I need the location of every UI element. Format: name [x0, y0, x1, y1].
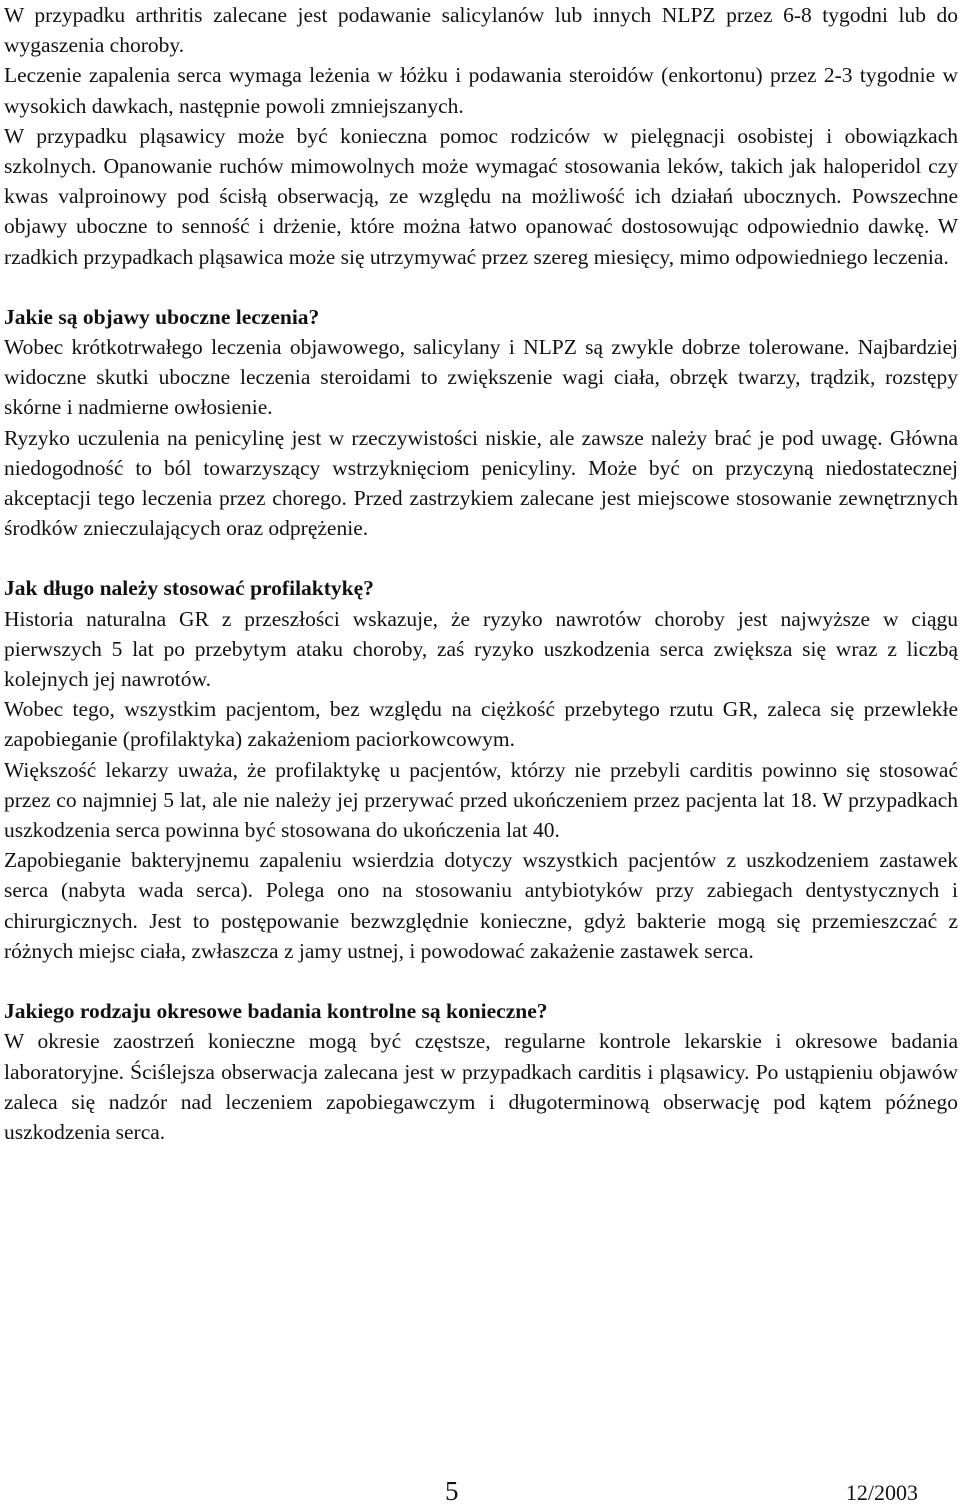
paragraph: W przypadku arthritis zalecane jest podawanie salicylanów lub innych NLPZ przez 6-8 tygodni lub do wygaszenia choroby.	[4, 3, 958, 58]
section-heading: Jakie są objawy uboczne leczenia?	[4, 304, 320, 329]
section-spacer	[4, 272, 958, 302]
paragraph: W przypadku pląsawicy może być konieczna pomoc rodziców w pielęgnacji osobistej i obowiązkach szkolnych. Opanowanie ruchów mimowolnych może wymagać stosowania leków, takich jak haloperidol czy kwas valproinowy pod ścisłą obserwacją, ze względu na możliwość ich działań ubocznych. Powszechne objawy uboczne to senność i drżenie, które można łatwo opanować dostosowując odpowiednio dawkę. W rzadkich przypadkach pląsawica może się utrzymywać przez szereg miesięcy, mimo odpowiedniego leczenia.	[4, 123, 958, 269]
section-spacer	[4, 543, 958, 573]
paragraph: Ryzyko uczulenia na penicylinę jest w rzeczywistości niskie, ale zawsze należy brać je pod uwagę. Główna niedogodność to ból towarzyszący wstrzyknięciom penicyliny. Może być on przyczyną niedostatecznej akceptacji tego leczenia przez chorego. Przed zastrzykiem zalecane jest miejscowe stosowanie zewnętrznych środków znieczulających oraz odprężenie.	[4, 425, 958, 541]
paragraph: Leczenie zapalenia serca wymaga leżenia w łóżku i podawania steroidów (enkortonu) przez 2-3 tygodnie w wysokich dawkach, następnie powoli zmniejszanych.	[4, 63, 958, 118]
paragraph: Zapobieganie bakteryjnemu zapaleniu wsierdzia dotyczy wszystkich pacjentów z uszkodzeniem zastawek serca (nabyta wada serca). Polega ono na stosowaniu antybiotyków przy zabiegach dentystycznych i chirurgicznych. Jest to postępowanie bezwzględnie konieczne, gdyż bakterie mogą się przemieszczać z różnych miejsc ciała, zwłaszcza z jamy ustnej, i powodować zakażenie zastawek serca.	[4, 848, 958, 963]
paragraph: Wobec tego, wszystkim pacjentom, bez względu na ciężkość przebytego rzutu GR, zaleca się przewlekłe zapobieganie (profilaktyka) zakażeniom paciorkowcowym.	[4, 697, 958, 752]
paragraph: Wobec krótkotrwałego leczenia objawowego, salicylany i NLPZ są zwykle dobrze tolerowane. Najbardziej widoczne skutki uboczne leczenia steroidami to zwiększenie wagi ciała, obrzęk twarzy, trądzik, rozstępy skórne i nadmierne owłosienie.	[4, 335, 958, 420]
section-spacer	[4, 966, 958, 996]
page-number: 5	[445, 1476, 459, 1506]
footer-date: 12/2003	[845, 1480, 918, 1505]
paragraph: W okresie zaostrzeń konieczne mogą być częstsze, regularne kontrole lekarskie i okresowe badania laboratoryjne. Ściślejsza obserwacja zalecana jest w przypadkach carditis i pląsawicy. Po ustąpieniu objawów zaleca się nadzór nad leczeniem zapobiegawczym i długoterminową obserwację pod kątem późnego uszkodzenia serca.	[4, 1029, 958, 1144]
paragraph: Historia naturalna GR z przeszłości wskazuje, że ryzyko nawrotów choroby jest najwyższe w ciągu pierwszych 5 lat po przebytym ataku choroby, zaś ryzyko uszkodzenia serca zwiększa się wraz z liczbą kolejnych jej nawrotów.	[4, 606, 958, 692]
section-heading: Jak długo należy stosować profilaktykę?	[4, 576, 374, 601]
section-heading: Jakiego rodzaju okresowe badania kontrolne są konieczne?	[4, 999, 548, 1024]
document-body	[4, 0, 958, 1147]
paragraph: Większość lekarzy uważa, że profilaktykę u pacjentów, którzy nie przebyli carditis powinno się stosować przez co najmniej 5 lat, ale nie należy jej przerywać przed ukończeniem przez pacjenta lat 18. W przypadkach uszkodzenia serca powinna być stosowana do ukończenia lat 40.	[4, 757, 958, 843]
